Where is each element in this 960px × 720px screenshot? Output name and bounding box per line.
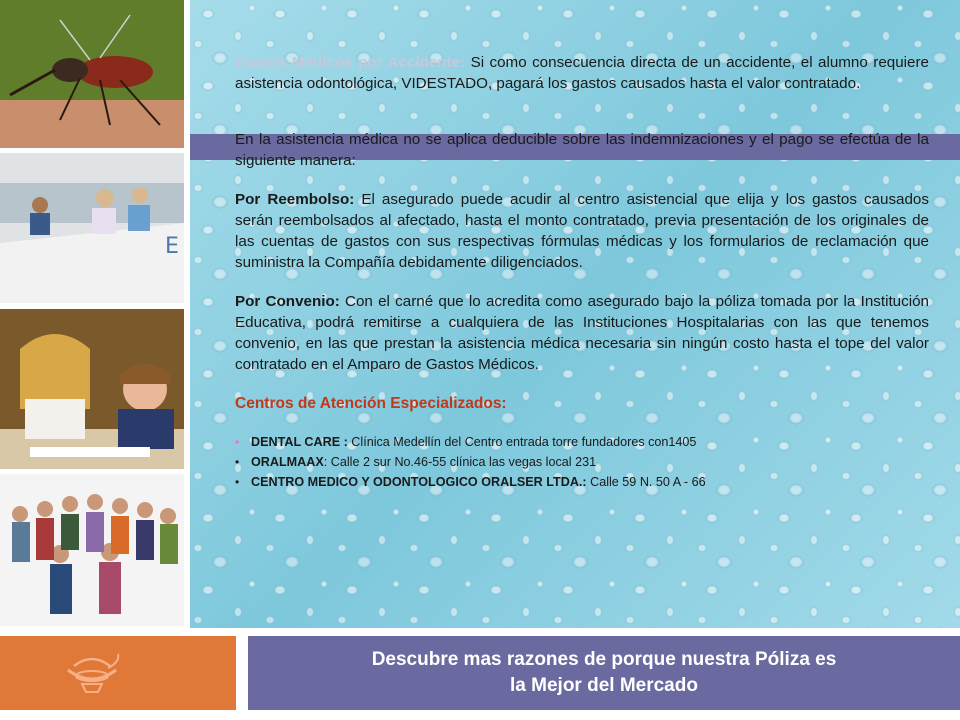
paragraph-text: Con el carné que lo acredita como asegurado bajo la póliza tomada por la Institución Educativa, podrá remitirse a cualquiera de las Instituciones Hospitalarias con las que tenemos convenio, en las que prestan la asistencia médica necesaria sin ningún costo hasta el tope del valor contratado en el Amparo de Gastos Médicos.	[235, 293, 929, 373]
footer-banner	[248, 636, 960, 710]
list-item	[235, 472, 929, 492]
kids-drawing-photo	[0, 309, 184, 469]
footer-line-1: Descubre mas razones de porque nuestra Póliza es	[371, 649, 837, 670]
center-detail: Calle 59 N. 50 A - 66	[590, 475, 706, 489]
footer-logo-box	[0, 636, 236, 710]
list-item	[235, 432, 929, 452]
paragraph-text: Si como consecuencia directa de un accidente, el alumno requiere asistencia odontológica, VIDESTADO, pagará los gastos causados hasta el valor contratado.	[235, 54, 929, 92]
center-detail: Calle 2 sur No.46-55 clínica las vegas local 231	[330, 455, 597, 469]
mosquito-photo	[0, 0, 184, 148]
center-name: ORALMAAX	[251, 455, 324, 469]
centers-list	[235, 432, 929, 492]
section-title-centros: Centros de Atención Especializados:	[235, 395, 507, 412]
content-area	[235, 52, 929, 492]
paragraph-lead: Gastos Médicos por Accidente:	[235, 54, 466, 71]
lamp-logo-icon	[60, 648, 124, 698]
bullet-icon: •	[235, 435, 240, 449]
center-separator: :	[340, 435, 352, 449]
children-group-photo	[0, 474, 184, 626]
paragraph-text: En la asistencia médica no se aplica deducible sobre las indemnizaciones y el pago se efectúa de la siguiente manera:	[235, 131, 929, 169]
center-name: CENTRO MEDICO Y ODONTOLOGICO ORALSER LTDA.:	[251, 475, 587, 489]
kids-on-boat-photo	[0, 153, 184, 303]
bullet-icon: •	[235, 455, 240, 469]
paragraph-text: El asegurado puede acudir al centro asistencial que elija y los gastos causados serán reembolsados al afectado, hasta el monto contratado, previa presentación de los originales de las cuentas de gastos con sus respectivas fórmulas médicas y los formularios de reclamación que suministra la Compañía debidamente diligenciados.	[235, 191, 929, 271]
footer-line-2: la Mejor del Mercado	[510, 675, 698, 696]
list-item	[235, 452, 929, 472]
center-detail: Clínica Medellín del Centro entrada torre fundadores con1405	[351, 435, 697, 449]
svg-text:E: E	[165, 234, 179, 259]
paragraph-reembolso	[235, 189, 929, 273]
paragraph-lead: Por Convenio:	[235, 293, 340, 310]
bullet-icon: •	[235, 475, 240, 489]
center-name: DENTAL CARE	[251, 435, 341, 449]
paragraph-gastos-medicos	[235, 52, 929, 94]
paragraph-convenio	[235, 291, 929, 375]
center-separator: :	[323, 455, 331, 469]
paragraph-deducible	[235, 129, 929, 171]
paragraph-lead: Por Reembolso:	[235, 191, 355, 208]
